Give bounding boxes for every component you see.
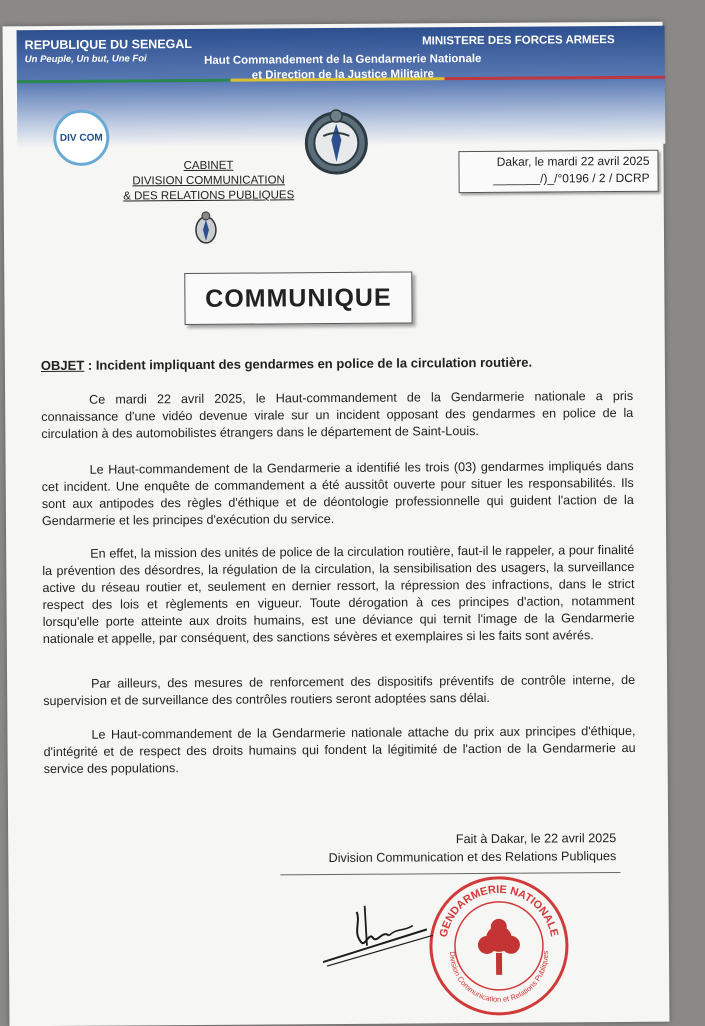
command-line-2: et Direction de la Justice Militaire — [251, 68, 434, 82]
reference-date: Dakar, le mardi 22 avril 2025 — [496, 153, 650, 169]
national-motto: Un Peuple, Un but, Une Foi — [24, 53, 147, 66]
republic-label: REPUBLIQUE DU SENEGAL — [24, 36, 193, 53]
document-title: COMMUNIQUE — [184, 271, 412, 325]
divcom-logo-text: DIV COM — [59, 132, 103, 144]
small-emblem-icon — [193, 211, 219, 245]
divcom-logo — [53, 110, 109, 166]
paragraph-4: Par ailleurs, des mesures de renforcement des dispositifs préventifs de contrôle interne, de supervision et de surveillance des contrôles routiers seront adoptées sans délai. — [43, 672, 636, 709]
subject-line — [41, 355, 532, 373]
signature-icon — [317, 901, 457, 972]
cabinet-line-1: CABINET — [183, 159, 234, 173]
reference-number: _______/)_/°0196 / 2 / DCRP — [493, 170, 650, 186]
ministry-label: MINISTERE DES FORCES ARMEES — [422, 34, 615, 48]
paragraph-3: En effet, la mission des unités de police de la circulation routière, faut-il le rappeler, a pour finalité la prévention des désordres, la régulation de la circulation, la sensibilisation des usagers, la surveillance active du réseau routier et, seulement en dernier ressort, la répression des infractions, dans le strict respect des lois et règlements en vigueur. Toute dérogation à ces principes d'action, notamment lorsqu'elle porte atteinte aux droits humains, est une déviance qui ternit l'image de la Gendarmerie nationale et appelle, par conséquent, des sanctions sévères et exemplaires si les faits sont avérés. — [42, 542, 635, 647]
cabinet-line-2: DIVISION COMMUNICATION — [132, 174, 285, 188]
paragraph-5: Le Haut-commandement de la Gendarmerie nationale attache du prix aux principes d'éthique, d'intégrité et de respect des droits humains qui fondent la légitimité de l'action de la Gendarmerie au service des populations. — [43, 723, 636, 777]
stamp-inner-text: Division Communication et Relations Publiques — [447, 950, 551, 1004]
cabinet-line-3: & DES RELATIONS PUBLIQUES — [123, 189, 295, 203]
paragraph-2: Le Haut-commandement de la Gendarmerie a identifié les trois (03) gendarmes impliqués dans cet incident. Une enquête de commandement a été aussitôt ouverte pour situer les responsabilités. Ils sont aux antipodes des règles d'éthique et de déontologie professionnelle qui guident l'action de la Gendarmerie et les principes d'exécution du service. — [41, 458, 634, 529]
cabinet-block — [63, 158, 353, 205]
closing-block — [268, 829, 616, 867]
closing-signatory: Division Communication et des Relations Publiques — [328, 849, 617, 866]
closing-place-date: Fait à Dakar, le 22 avril 2025 — [455, 831, 617, 847]
paragraph-1: Ce mardi 22 avril 2025, le Haut-commandement de la Gendarmerie nationale a pris connaissance d'une vidéo devenue virale sur un incident opposant des gendarmes en police de la circulation à des automobilistes étrangers dans le département de Saint-Louis. — [41, 388, 634, 442]
subject-text: : Incident impliquant des gendarmes en police de la circulation routière. — [84, 354, 533, 373]
stamp-outer-text: GENDARMERIE NATIONALE — [437, 883, 561, 939]
subject-label: OBJET — [40, 357, 85, 374]
reference-box — [458, 150, 658, 193]
document-page — [3, 22, 670, 1026]
command-line-1: Haut Commandement de la Gendarmerie Nationale — [204, 52, 482, 67]
